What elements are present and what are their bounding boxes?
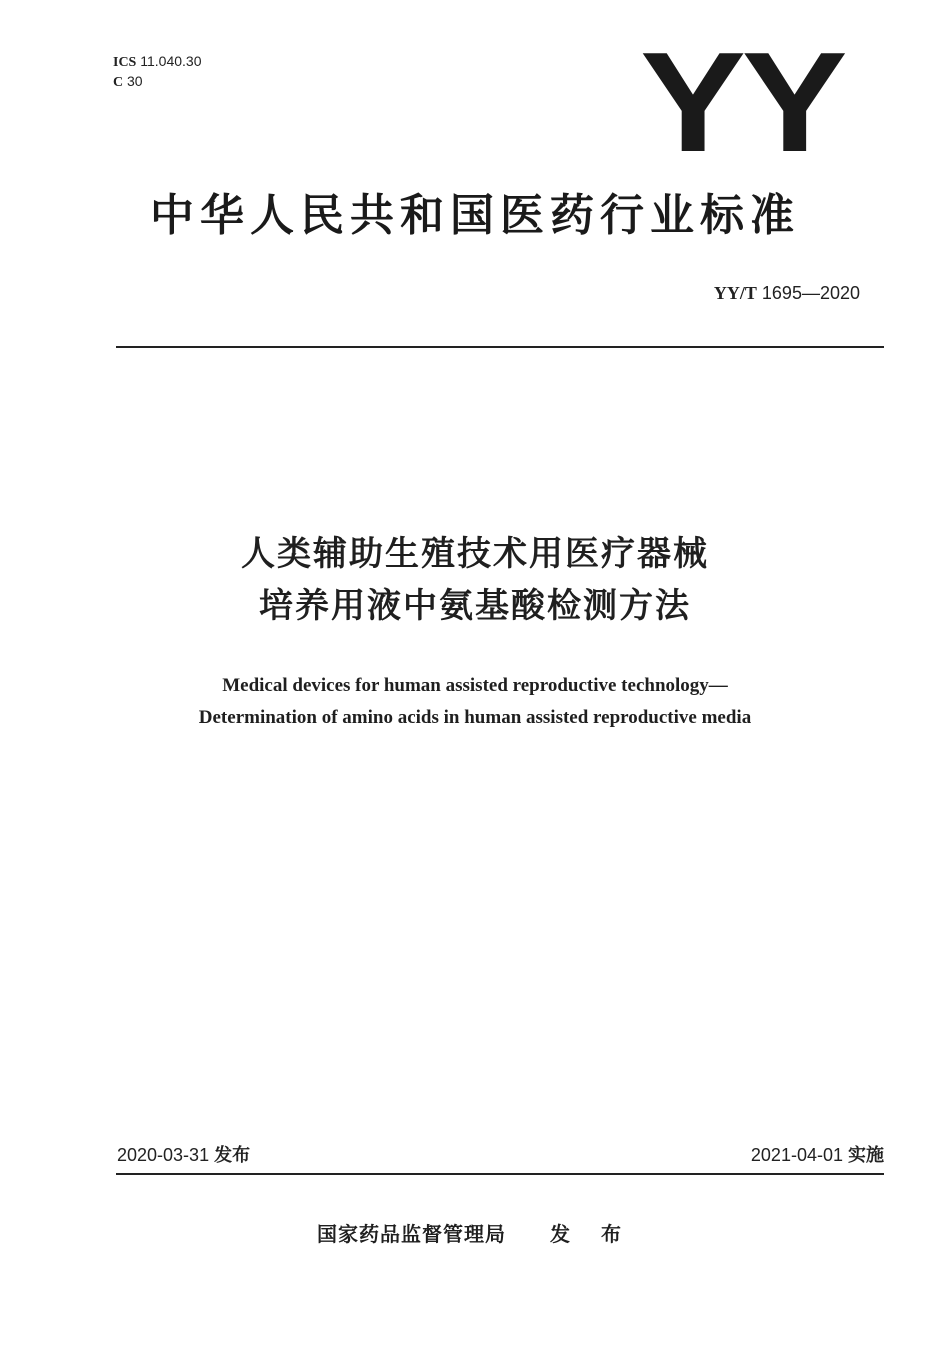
- english-title-line-2: Determination of amino acids in human assisted reproductive media: [198, 707, 752, 728]
- organization-title: 中华人民共和国医药行业标准: [150, 190, 800, 241]
- publish-label: 发布: [214, 1145, 251, 1166]
- effective-label: 实施: [848, 1145, 884, 1166]
- footer-divider: [116, 1173, 884, 1175]
- publish-date: 2020-03-31: [117, 1145, 210, 1165]
- issue-action: 发 布: [550, 1222, 633, 1246]
- chinese-title-line-2: 培养用液中氨基酸检测方法: [259, 586, 691, 626]
- chinese-title: [0, 528, 950, 632]
- publish-date-block: [117, 1143, 250, 1168]
- english-title-line-1: Medical devices for human assisted reproductive technology—: [222, 675, 728, 696]
- ccs-label: C: [113, 75, 124, 90]
- ics-code: 11.040.30: [140, 53, 202, 69]
- ics-label: ICS: [113, 55, 137, 70]
- chinese-title-line-1: 人类辅助生殖技术用医疗器械: [241, 534, 709, 574]
- standard-code: 1695—2020: [761, 283, 860, 303]
- classification-codes: [113, 52, 202, 92]
- header-divider: [116, 346, 884, 348]
- issuer-line: [0, 1220, 950, 1248]
- ics-line: [113, 52, 202, 72]
- english-title: [0, 670, 950, 734]
- effective-date: 2021-04-01: [750, 1145, 843, 1165]
- standard-number: [714, 282, 860, 304]
- yy-logo-mark: YY: [640, 23, 844, 182]
- effective-date-block: [751, 1143, 884, 1168]
- ccs-code: 30: [127, 73, 143, 89]
- standard-prefix: YY/T: [713, 283, 757, 303]
- issuer-agency: 国家药品监督管理局: [317, 1222, 507, 1246]
- ccs-line: [113, 72, 202, 92]
